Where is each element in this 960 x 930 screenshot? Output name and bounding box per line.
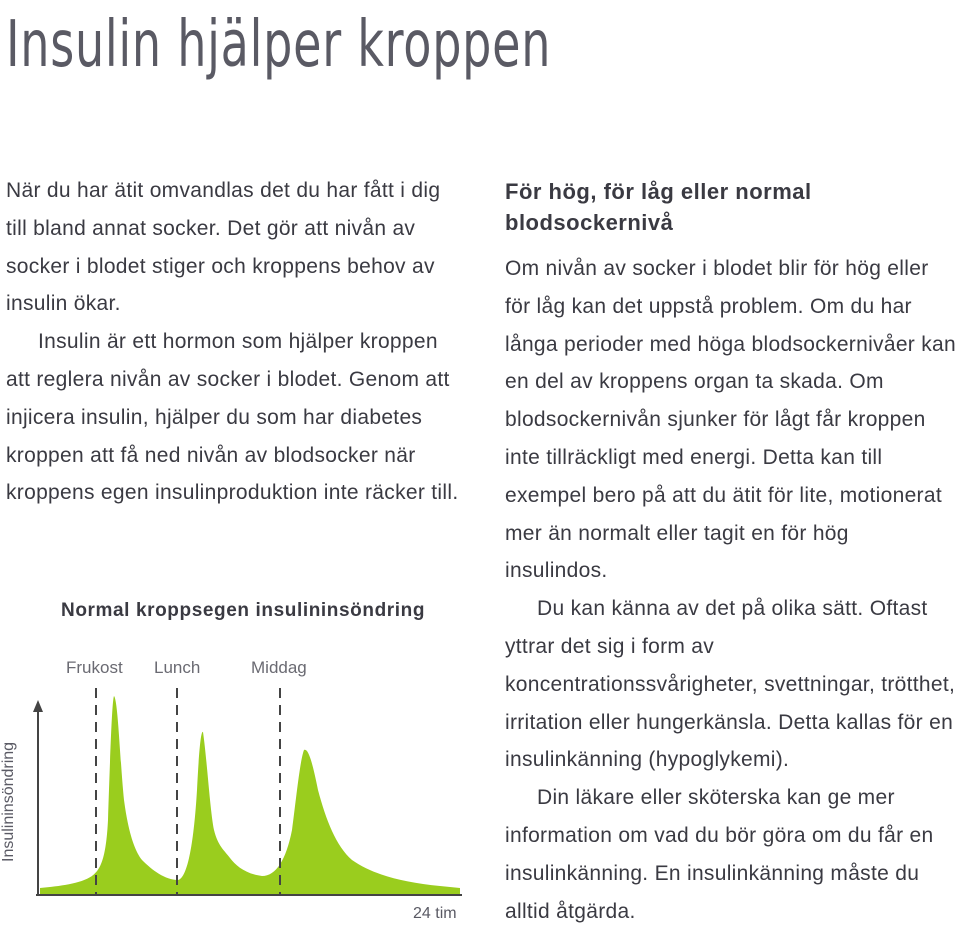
x-axis-label: 24 tim [413,905,457,922]
right-paragraph-3: Din läkare eller sköterska kan ge mer information om vad du bör göra om du får en insulinkänning. En insulinkänning måste du alltid åtgärda. [505,786,934,923]
meal-label-dinner: Middag [251,658,307,677]
meal-label-breakfast: Frukost [66,658,123,677]
y-axis-label: Insulininsöndring [0,741,17,862]
right-paragraph-2: Du kan känna av det på olika sätt. Oftast yttrar det sig i form av koncentrationssvårigheter, svettningar, trötthet, irritation eller hungerkänsla. Detta kallas för en insulinkänning (hypoglykemi). [505,597,956,772]
page-title: Insulin hjälper kroppen [6,8,552,82]
left-paragraph-1: När du har ätit omvandlas det du har fått i dig till bland annat socker. Det gör att nivån av socker i blodet stiger och kroppens behov av insulin ökar. [6,179,441,316]
right-paragraph-1: Om nivån av socker i blodet blir för hög eller för låg kan det uppstå problem. Om du har långa perioder med höga blodsockernivåer kan en del av kroppens organ ta skada. Om blodsockernivån sjunker för lågt får kroppen inte tillräckligt med energi. Detta kan till exempel bero på att du ätit för lite, motionerat mer än normalt eller tagit en för hög insulindos. [505,257,956,583]
insulin-area [40,696,460,895]
left-paragraph-2: Insulin är ett hormon som hjälper kroppen att reglera nivån av socker i blodet. Genom att injicera insulin, hjälper du som har diabetes kroppen att få ned nivån av blodsocker när kroppens egen insulinproduktion inte räcker till. [6,330,459,505]
y-axis-arrow [33,700,43,712]
section-heading: För hög, för låg eller normal blodsockernivå [505,179,812,235]
meal-label-lunch: Lunch [154,658,201,677]
chart-title: Normal kroppsegen insulininsöndring [61,600,426,621]
